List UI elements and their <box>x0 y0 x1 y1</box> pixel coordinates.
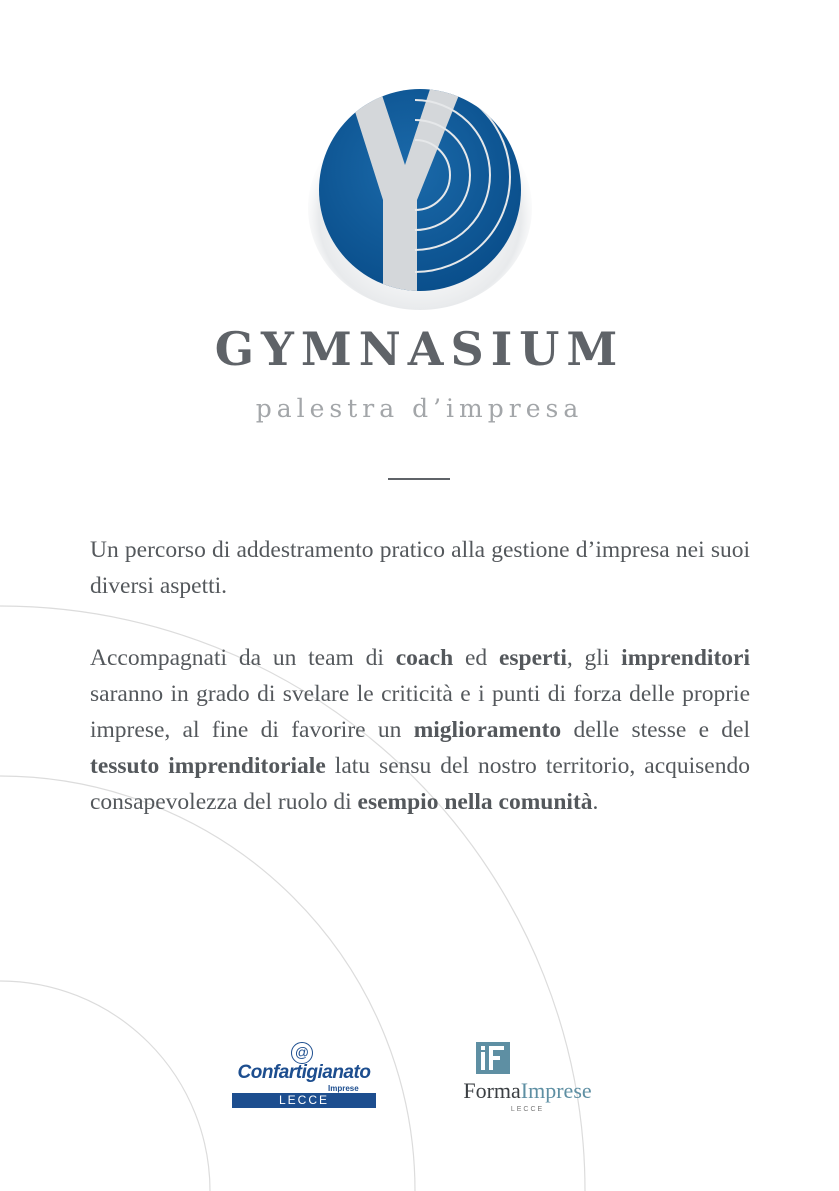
gymnasium-logo-icon <box>305 80 535 310</box>
page-title: GYMNASIUM <box>214 322 625 376</box>
confartigianato-sub: Imprese <box>328 1084 359 1093</box>
bold-imprenditori: imprenditori <box>621 645 750 671</box>
formaimprese-logo-icon <box>440 1042 615 1122</box>
bold-miglioramento: miglioramento <box>413 717 562 743</box>
text-run: delle stesse e del <box>561 717 751 743</box>
formaimprese-name <box>440 1078 615 1104</box>
bold-esempio-comunita: esempio nella comunità <box>357 789 593 815</box>
divider <box>388 478 450 480</box>
text-run: Accompagnati da un team di <box>90 645 396 671</box>
text-run: . <box>592 789 599 815</box>
intro-paragraph: Un percorso di addestramento pratico alla gestione d’impresa nei suoi diversi aspetti. <box>90 537 750 599</box>
imprese-word: Imprese <box>520 1078 592 1103</box>
formaimprese-city: LECCE <box>510 1106 545 1113</box>
forma-word: Forma <box>463 1078 521 1103</box>
bold-coach: coach <box>395 645 454 671</box>
text-run: latu sensu del nostro territorio, acquisendo consapevolezza del ruolo di <box>90 753 750 815</box>
confartigianato-logo-icon <box>230 1040 378 1110</box>
at-sign-icon: @ <box>291 1042 313 1064</box>
confartigianato-name: Confartigianato <box>237 1062 371 1083</box>
bold-esperti: esperti <box>498 645 567 671</box>
text-run: saranno in grado di svelare le criticità e i punti di forza delle proprie imprese, al fine di favorire un <box>90 681 750 743</box>
text-run: ed <box>453 645 499 671</box>
bold-tessuto-imprenditoriale: tessuto imprenditoriale <box>90 753 326 779</box>
page-subtitle: palestra d’impresa <box>255 394 584 423</box>
confartigianato-city: LECCE <box>232 1093 376 1108</box>
description-paragraph <box>90 640 750 820</box>
formaimprese-mark-icon <box>476 1042 510 1074</box>
text-run: , gli <box>566 645 622 671</box>
